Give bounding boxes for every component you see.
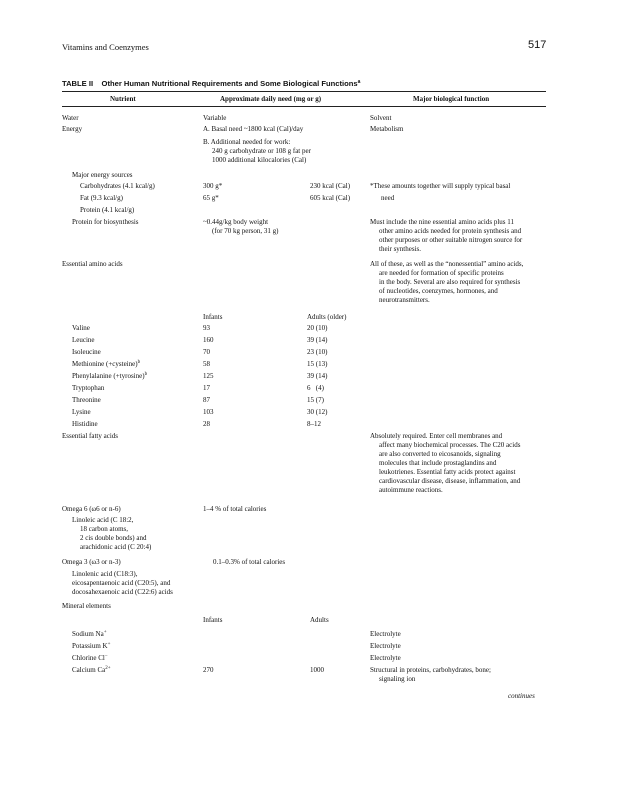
mineral-adults-header: Adults — [310, 616, 329, 624]
nutrient-omega3: Omega 3 (ω3 or n-3) — [62, 558, 121, 566]
amino-acid-adults: 15 (7) — [307, 396, 324, 404]
mineral-adults: 1000 — [310, 666, 324, 674]
amino-acid-name: Valine — [72, 324, 90, 332]
amino-acid-name: Phenylalanine (+tyrosine)$^b$ — [72, 372, 148, 380]
function-amino-line: All of these, as well as the “nonessential” amino acids, — [370, 260, 524, 268]
function-protein-line: Must include the nine essential amino acids plus 11 — [370, 218, 514, 226]
column-header-nutrient: Nutrient — [110, 95, 136, 103]
nutrient-protein-biosynthesis: Protein for biosynthesis — [72, 218, 139, 226]
mineral-name: Chlorine Cl− — [72, 654, 108, 662]
continues-label: continues — [508, 692, 535, 700]
amino-acid-infants: 103 — [203, 408, 214, 416]
omega3-detail-line: Linolenic acid (C18:3), — [72, 570, 138, 578]
nutrient-major-energy-sources: Major energy sources — [72, 171, 133, 179]
omega6-detail-line: arachidonic acid (C 20:4) — [80, 543, 152, 551]
nutrient-omega6: Omega 6 (ω6 or n-6) — [62, 505, 121, 513]
function-protein-line: their synthesis. — [379, 245, 421, 253]
amino-infants-header: Infants — [203, 313, 223, 321]
mineral-name: Calcium $Ca^{2+}$ — [72, 666, 111, 674]
omega3-detail-line: docosahexaenoic acid (C22:6) acids — [72, 588, 173, 596]
need-water: Variable — [203, 114, 227, 122]
need-energy-work-line: 1000 additional kilocalories (Cal) — [212, 156, 307, 164]
amino-acid-infants: 58 — [203, 360, 210, 368]
omega6-detail-line: 18 carbon atoms, — [80, 525, 129, 533]
nutrient-carbohydrates: Carbohydrates (4.1 kcal/g) — [80, 182, 155, 190]
function-fatty-line: leukotrienes. Essential fatty acids protect against — [379, 468, 516, 476]
nutrient-protein-kcal: Protein (4.1 kcal/g) — [80, 206, 135, 214]
need-fat: 65 g* — [203, 194, 219, 202]
function-fatty-line: Absolutely required. Enter cell membranes and — [370, 432, 503, 440]
amino-acid-name: Methionine (+cysteine)$^b$ — [72, 360, 141, 368]
function-fat: need — [381, 194, 395, 202]
nutrient-mineral-elements: Mineral elements — [62, 602, 111, 610]
amino-acid-adults: 39 (14) — [307, 336, 328, 344]
mineral-name: Sodium Na+ — [72, 630, 107, 638]
page-number: 517 — [528, 39, 547, 51]
amino-acid-name: Tryptophan — [72, 384, 105, 392]
function-fatty-line: autoimmune reactions. — [379, 486, 443, 494]
omega3-detail-line: eicosapentaenoic acid (C20:5), and — [72, 579, 171, 587]
function-water: Solvent — [370, 114, 392, 122]
need-omega6: 1–4 % of total calories — [203, 505, 267, 513]
amino-acid-adults: 15 (13) — [307, 360, 328, 368]
table-top-rule — [62, 91, 546, 92]
amino-acid-name: Lysine — [72, 408, 91, 416]
table-header-rule — [62, 106, 546, 107]
mineral-infants: 270 — [203, 666, 214, 674]
table-title: Other Human Nutritional Requirements and Some Biological Functions — [101, 79, 358, 88]
need-carbohydrates: 300 g* — [203, 182, 223, 190]
need-energy-work-line: 240 g carbohydrate or 108 g fat per — [212, 147, 311, 155]
function-amino-line: in the body. Several are also required for synthesis — [379, 278, 521, 286]
amino-acid-adults: 20 (10) — [307, 324, 328, 332]
nutrient-energy: Energy — [62, 125, 83, 133]
amino-adults-header: Adults (older) — [307, 313, 347, 321]
amino-acid-adults: 6 (4) — [307, 384, 324, 392]
table-title-footnote: a — [357, 79, 361, 85]
omega6-detail-line: Linoleic acid (C 18:2, — [72, 516, 134, 524]
amino-acid-infants: 28 — [203, 420, 210, 428]
amino-acid-name: Isoleucine — [72, 348, 101, 356]
amino-acid-infants: 93 — [203, 324, 210, 332]
column-header-function: Major biological function — [413, 95, 490, 103]
function-amino-line: are needed for formation of specific proteins — [379, 269, 504, 277]
mineral-function-continued: signaling ion — [379, 675, 416, 683]
table-label: TABLE II — [62, 79, 94, 88]
function-amino-line: of nucleotides, coenzymes, hormones, and — [379, 287, 498, 295]
function-fatty-line: are also converted to eicosanoids, signaling — [379, 450, 501, 458]
amino-acid-adults: 30 (12) — [307, 408, 328, 416]
need-energy-basal: A. Basal need ~1800 kcal (Cal)/day — [203, 125, 304, 133]
nutrient-essential-amino-acids: Essential amino acids — [62, 260, 123, 268]
column-header-daily-need: Approximate daily need (mg or g) — [220, 95, 322, 103]
function-fatty-line: affect many biochemical processes. The C20 acids — [379, 441, 521, 449]
adult-fat: 605 kcal (Cal) — [310, 194, 351, 202]
amino-acid-infants: 125 — [203, 372, 214, 380]
function-protein-line: other amino acids needed for protein synthesis and — [379, 227, 522, 235]
nutrient-essential-fatty-acids: Essential fatty acids — [62, 432, 118, 440]
function-fatty-line: cardiovascular disease, disease, inflammation, and — [379, 477, 521, 485]
function-protein-line: other purposes or other suitable nitrogen source for — [379, 236, 523, 244]
need-protein-line: (for 70 kg person, 31 g) — [212, 227, 279, 235]
function-carbohydrates: *These amounts together will supply typical basal — [370, 182, 511, 190]
amino-acid-adults: 39 (14) — [307, 372, 328, 380]
need-protein-line: ~0.44g/kg body weight — [203, 218, 269, 226]
mineral-function: Structural in proteins, carbohydrates, bone; — [370, 666, 491, 674]
function-energy: Metabolism — [370, 125, 404, 133]
amino-acid-name: Threonine — [72, 396, 101, 404]
mineral-function: Electrolyte — [370, 654, 401, 662]
mineral-name: Potassium K+ — [72, 642, 111, 650]
amino-acid-infants: 87 — [203, 396, 210, 404]
amino-acid-infants: 70 — [203, 348, 210, 356]
function-amino-line: neurotransmitters. — [379, 296, 430, 304]
amino-acid-name: Histidine — [72, 420, 98, 428]
mineral-function: Electrolyte — [370, 630, 401, 638]
need-energy-work-line: B. Additional needed for work: — [203, 138, 291, 146]
amino-acid-infants: 17 — [203, 384, 210, 392]
function-fatty-line: molecules that include prostaglandins and — [379, 459, 497, 467]
amino-acid-name: Leucine — [72, 336, 95, 344]
amino-acid-infants: 160 — [203, 336, 214, 344]
amino-acid-adults: 23 (10) — [307, 348, 328, 356]
omega6-detail-line: 2 cis double bonds) and — [80, 534, 147, 542]
running-header-title: Vitamins and Coenzymes — [62, 42, 149, 52]
table-caption — [62, 79, 360, 88]
mineral-infants-header: Infants — [203, 616, 223, 624]
adult-carbohydrates: 230 kcal (Cal) — [310, 182, 351, 190]
mineral-function: Electrolyte — [370, 642, 401, 650]
nutrient-water: Water — [62, 114, 79, 122]
need-omega3: 0.1–0.3% of total calories — [213, 558, 286, 566]
amino-acid-adults: 8–12 — [307, 420, 321, 428]
nutrient-fat: Fat (9.3 kcal/g) — [80, 194, 123, 202]
